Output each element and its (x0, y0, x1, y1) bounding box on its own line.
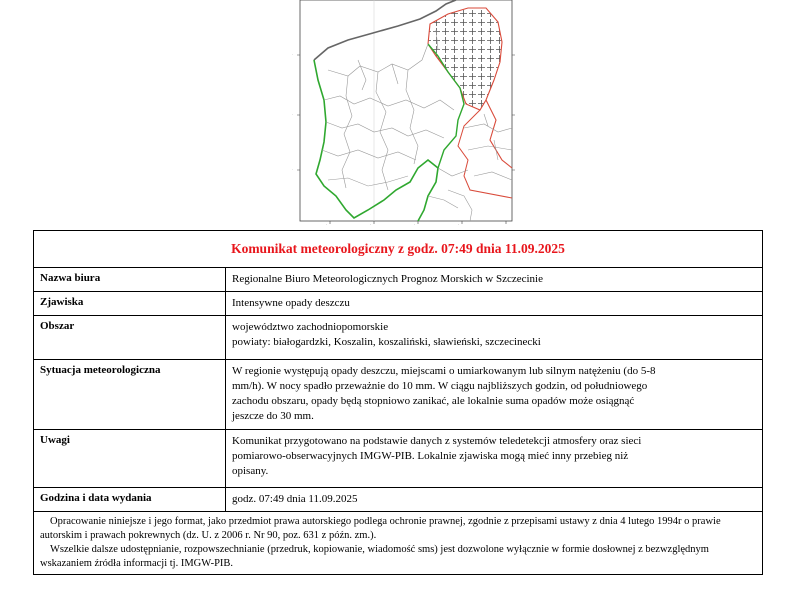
bulletin-title: Komunikat meteorologiczny z godz. 07:49 dnia 11.09.2025 (34, 231, 763, 268)
table-row (34, 268, 763, 292)
table-row (34, 292, 763, 316)
value-line: zachodu obszaru, opady będą stopniowo zanikać, ale lokalnie suma opadów może osiągnąć (232, 395, 635, 407)
svg-text:·: · (370, 222, 372, 226)
map-axis-ticks (292, 53, 293, 172)
svg-text:·: · (292, 53, 294, 57)
table-row (34, 430, 763, 488)
footer-row (34, 512, 763, 575)
row-label: Sytuacja meteorologiczna (34, 360, 226, 430)
value-line: województwo zachodniopomorskie (232, 321, 389, 333)
svg-text:·: · (326, 222, 328, 226)
svg-text:·: · (458, 222, 460, 226)
row-label: Uwagi (34, 430, 226, 488)
svg-text:·: · (414, 222, 416, 226)
table-row (34, 488, 763, 512)
row-value (226, 488, 763, 512)
row-value (226, 292, 763, 316)
title-row (34, 231, 763, 268)
copyright-text: Opracowanie niniejsze i jego format, jako przedmiot prawa autorskiego podlega ochronie prawnej, zgodnie z przepisami ustawy z dnia 4 lutego 1994r o prawie autorskim i prawach pokrewnych (dz. U. z 2006 r. Nr 90, poz. 631 z późn. zm.). (40, 516, 721, 541)
map-bottom-ticks (326, 222, 459, 226)
table-row (34, 360, 763, 430)
row-label: Obszar (34, 316, 226, 360)
distribution-text: Wszelkie dalsze udostępnianie, rozpowszechnianie (przedruk, kopiowanie, wiadomość sms) jest dozwolone wyłącznie w formie dosłownej z bezwzględnym wskazaniem źródła informacji tj. IMGW-PIB. (40, 544, 709, 569)
svg-text:·: · (292, 113, 294, 117)
value-line: Komunikat przygotowano na podstawie danych z systemów teledetekcji atmosfery oraz sieci (232, 435, 642, 447)
row-value (226, 268, 763, 292)
value-line: pomiarowo-obserwacyjnych IMGW-PIB. Lokalnie zjawiska mogą mieć inny przebieg niż (232, 450, 629, 462)
copyright-notice (34, 512, 763, 575)
bulletin-table (33, 230, 763, 575)
warning-map (288, 0, 516, 226)
value-line: powiaty: białogardzki, Koszalin, koszaliński, sławieński, szczecinecki (232, 336, 541, 348)
row-label: Nazwa biura (34, 268, 226, 292)
value-line: Regionalne Biuro Meteorologicznych Prognoz Morskich w Szczecinie (232, 273, 543, 285)
value-line: Intensywne opady deszczu (232, 297, 350, 309)
row-value (226, 430, 763, 488)
value-line: opisany. (232, 465, 269, 477)
value-line: godz. 07:49 dnia 11.09.2025 (232, 493, 358, 505)
row-value (226, 316, 763, 360)
row-label: Godzina i data wydania (34, 488, 226, 512)
svg-text:·: · (292, 168, 294, 172)
value-line: mm/h). W nocy spadło przeważnie do 10 mm. W ciągu najbliższych godzin, od południowego (232, 380, 648, 392)
warning-map-svg (288, 0, 516, 226)
row-label: Zjawiska (34, 292, 226, 316)
value-line: jeszcze do 30 mm. (232, 410, 314, 422)
table-row (34, 316, 763, 360)
value-line: W regionie występują opady deszczu, miejscami o umiarkowanym lub silnym natężeniu (do 5-8 (232, 365, 656, 377)
row-value (226, 360, 763, 430)
